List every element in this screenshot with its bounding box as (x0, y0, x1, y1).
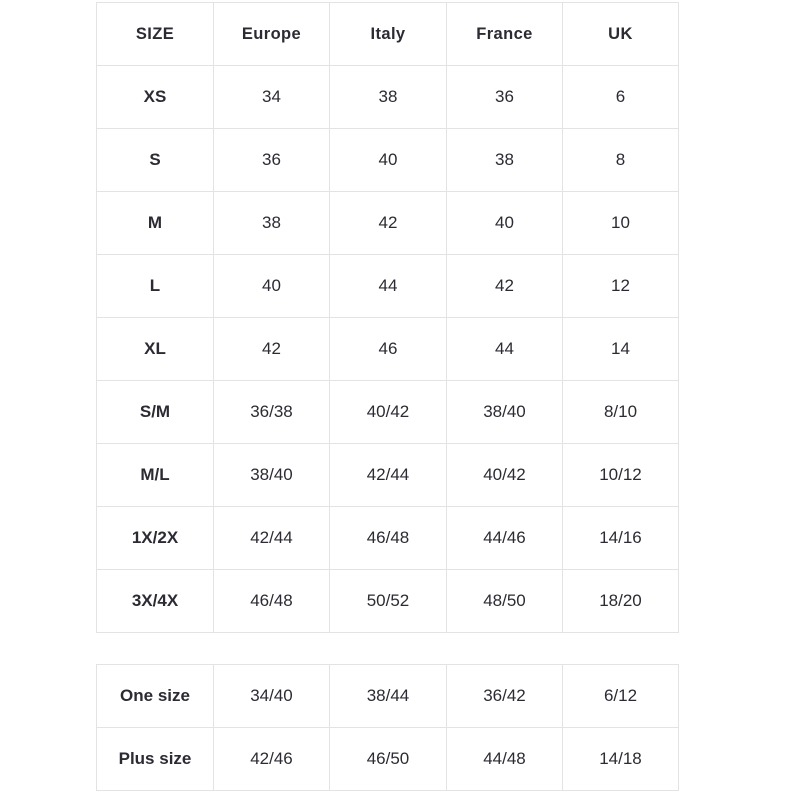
table-row (97, 570, 679, 633)
table-row (97, 255, 679, 318)
cell-france: 48/50 (447, 570, 563, 633)
cell-europe: 42/44 (214, 507, 330, 570)
cell-europe: 38 (214, 192, 330, 255)
row-label: M/L (97, 444, 214, 507)
cell-uk: 8/10 (563, 381, 679, 444)
cell-uk: 10/12 (563, 444, 679, 507)
cell-france: 44 (447, 318, 563, 381)
row-label: S/M (97, 381, 214, 444)
cell-italy: 42/44 (330, 444, 447, 507)
cell-europe: 36/38 (214, 381, 330, 444)
cell-uk: 14/18 (563, 728, 679, 791)
cell-italy: 46/50 (330, 728, 447, 791)
cell-uk: 18/20 (563, 570, 679, 633)
row-label: XS (97, 66, 214, 129)
size-conversion-table (96, 2, 679, 633)
row-label: L (97, 255, 214, 318)
column-header-uk: UK (563, 3, 679, 66)
cell-france: 36 (447, 66, 563, 129)
row-label: XL (97, 318, 214, 381)
column-header-size: SIZE (97, 3, 214, 66)
row-label: 1X/2X (97, 507, 214, 570)
table-row (97, 381, 679, 444)
cell-france: 44/48 (447, 728, 563, 791)
table-row (97, 665, 679, 728)
cell-europe: 34 (214, 66, 330, 129)
cell-france: 42 (447, 255, 563, 318)
cell-italy: 46/48 (330, 507, 447, 570)
table-row (97, 507, 679, 570)
cell-europe: 46/48 (214, 570, 330, 633)
cell-italy: 38 (330, 66, 447, 129)
row-label: M (97, 192, 214, 255)
row-label: One size (97, 665, 214, 728)
cell-italy: 40/42 (330, 381, 447, 444)
cell-uk: 10 (563, 192, 679, 255)
cell-france: 36/42 (447, 665, 563, 728)
cell-europe: 36 (214, 129, 330, 192)
column-header-italy: Italy (330, 3, 447, 66)
cell-uk: 12 (563, 255, 679, 318)
cell-uk: 8 (563, 129, 679, 192)
column-header-europe: Europe (214, 3, 330, 66)
cell-uk: 14 (563, 318, 679, 381)
cell-france: 40/42 (447, 444, 563, 507)
cell-europe: 34/40 (214, 665, 330, 728)
table-header-row (97, 3, 679, 66)
table-row (97, 192, 679, 255)
cell-europe: 42/46 (214, 728, 330, 791)
cell-uk: 6/12 (563, 665, 679, 728)
cell-italy: 44 (330, 255, 447, 318)
cell-france: 40 (447, 192, 563, 255)
table-row (97, 444, 679, 507)
row-label: Plus size (97, 728, 214, 791)
row-label: S (97, 129, 214, 192)
cell-france: 38 (447, 129, 563, 192)
table-row (97, 318, 679, 381)
cell-europe: 42 (214, 318, 330, 381)
cell-uk: 14/16 (563, 507, 679, 570)
one-size-table (96, 664, 679, 791)
cell-france: 38/40 (447, 381, 563, 444)
cell-italy: 46 (330, 318, 447, 381)
cell-italy: 40 (330, 129, 447, 192)
cell-italy: 50/52 (330, 570, 447, 633)
table-row (97, 129, 679, 192)
table-row (97, 728, 679, 791)
cell-france: 44/46 (447, 507, 563, 570)
cell-europe: 38/40 (214, 444, 330, 507)
table-gap-divider (96, 633, 678, 664)
cell-italy: 42 (330, 192, 447, 255)
cell-europe: 40 (214, 255, 330, 318)
table-row (97, 66, 679, 129)
tables-container (96, 2, 678, 791)
cell-italy: 38/44 (330, 665, 447, 728)
cell-uk: 6 (563, 66, 679, 129)
column-header-france: France (447, 3, 563, 66)
row-label: 3X/4X (97, 570, 214, 633)
